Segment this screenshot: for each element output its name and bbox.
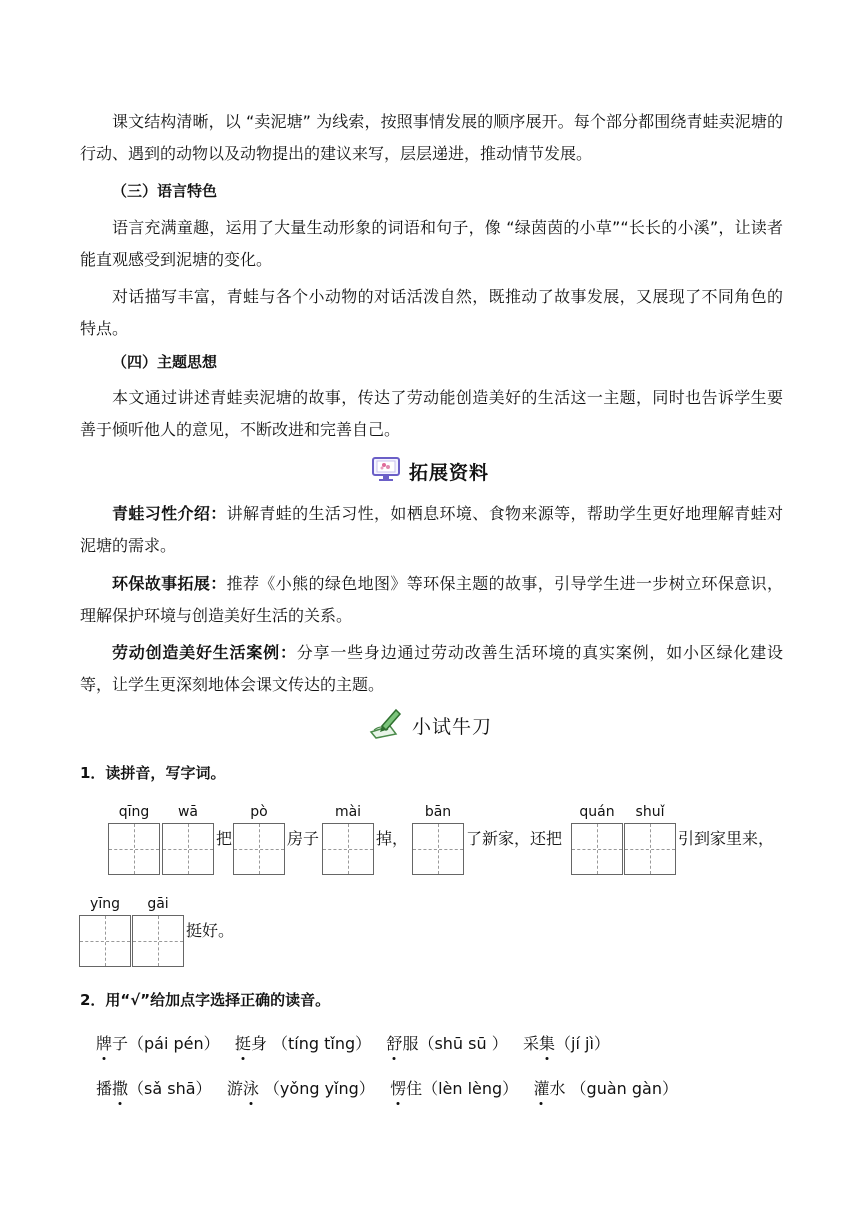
choice-item[interactable]: 播撒（sǎ shā） bbox=[96, 1079, 212, 1098]
theme-paragraph: 本文通过讲述青蛙卖泥塘的故事，传达了劳动能创造美好的生活这一主题，同时也告诉学生要善于倾听他人的意见，不断改进和完善自己。 bbox=[80, 388, 783, 439]
extension-item-1-text: 讲解青蛙的生活习性，如栖息环境、食物来源等，帮助学生更好地理解青蛙对泥塘的需求。 bbox=[80, 504, 783, 555]
language-heading: （三）语言特色 bbox=[112, 182, 218, 200]
pinyin-gai: gāi bbox=[147, 896, 169, 912]
choice-item[interactable]: 采集（jí jì） bbox=[522, 1034, 610, 1053]
question-2-label: 2．用“√”给加点字选择正确的读音。 bbox=[80, 991, 331, 1009]
language-paragraph-1: 语言充满童趣，运用了大量生动形象的词语和句子，像 “绿茵茵的小草”“长长的小溪”，让读者能直观感受到泥塘的变化。 bbox=[80, 218, 783, 269]
theme-heading: （四）主题思想 bbox=[112, 353, 218, 371]
sentence-text-yindao: 引到家里来， bbox=[678, 829, 775, 848]
choice-item[interactable]: 游泳 （yǒng yǐng） bbox=[226, 1079, 375, 1098]
writing-box[interactable] bbox=[233, 823, 285, 875]
extension-item-3-text: 分享一些身边通过劳动改善生活环境的真实案例，如小区绿化建设等，让学生更深刻地体会课文传达的主题。 bbox=[80, 643, 783, 694]
pinyin-po: pò bbox=[250, 804, 268, 820]
writing-box[interactable] bbox=[162, 823, 214, 875]
pinyin-wa: wā bbox=[177, 804, 199, 820]
pinyin-ban: bān bbox=[424, 804, 452, 820]
writing-box[interactable] bbox=[624, 823, 676, 875]
extension-item-1 bbox=[80, 498, 783, 561]
sentence-text-tinghao: 挺好。 bbox=[186, 921, 235, 940]
monitor-icon bbox=[371, 456, 401, 486]
pinyin-shui: shuǐ bbox=[635, 804, 665, 820]
choice-row-2 bbox=[96, 1078, 678, 1100]
choice-row-1 bbox=[96, 1033, 610, 1055]
pinyin-qing: qīng bbox=[118, 804, 150, 820]
sentence-text-diao: 掉， bbox=[376, 829, 409, 848]
sentence-text-ba: 把 bbox=[216, 829, 233, 848]
practice-title bbox=[0, 706, 860, 744]
sentence-text-xinjia: 了新家，还把 bbox=[466, 829, 563, 848]
practice-title-text: 小试牛刀 bbox=[411, 715, 492, 738]
writing-box[interactable] bbox=[79, 915, 131, 967]
choice-item[interactable]: 愣住（lèn lèng） bbox=[390, 1079, 519, 1098]
choice-item[interactable]: 舒服（shū sū ） bbox=[386, 1034, 508, 1053]
question-1-label: 1．读拼音，写字词。 bbox=[80, 764, 226, 782]
choice-item[interactable]: 牌子（pái pén） bbox=[96, 1034, 220, 1053]
language-paragraph-2: 对话描写丰富，青蛙与各个小动物的对话活泼自然，既推动了故事发展，又展现了不同角色的特点。 bbox=[80, 287, 783, 338]
extension-item-2-lead: 环保故事拓展： bbox=[112, 574, 227, 593]
writing-box[interactable] bbox=[132, 915, 184, 967]
sentence-text-fangzi: 房子 bbox=[287, 829, 320, 848]
choice-item[interactable]: 挺身 （tíng tǐng） bbox=[234, 1034, 372, 1053]
writing-box[interactable] bbox=[571, 823, 623, 875]
pen-writing-icon bbox=[368, 706, 404, 744]
extension-item-3 bbox=[80, 637, 783, 700]
extension-item-2-text: 推荐《小熊的绿色地图》等环保主题的故事，引导学生进一步树立环保意识，理解保护环境与创造美好生活的关系。 bbox=[80, 574, 783, 625]
writing-box[interactable] bbox=[412, 823, 464, 875]
pinyin-ying: yīng bbox=[90, 896, 120, 912]
extension-title-text: 拓展资料 bbox=[408, 461, 489, 484]
extension-item-1-lead: 青蛙习性介绍： bbox=[112, 504, 227, 523]
extension-item-2 bbox=[80, 568, 783, 631]
writing-box[interactable] bbox=[108, 823, 160, 875]
writing-box[interactable] bbox=[322, 823, 374, 875]
extension-title bbox=[0, 456, 860, 486]
pinyin-mai: mài bbox=[334, 804, 362, 820]
choice-item[interactable]: 灌水 （guàn gàn） bbox=[533, 1079, 678, 1098]
structure-paragraph: 课文结构清晰，以 “卖泥塘” 为线索，按照事情发展的顺序展开。每个部分都围绕青蛙卖泥塘的行动、遇到的动物以及动物提出的建议来写，层层递进，推动情节发展。 bbox=[80, 112, 783, 163]
pinyin-quan: quán bbox=[579, 804, 615, 820]
extension-item-3-lead: 劳动创造美好生活案例： bbox=[112, 643, 297, 662]
